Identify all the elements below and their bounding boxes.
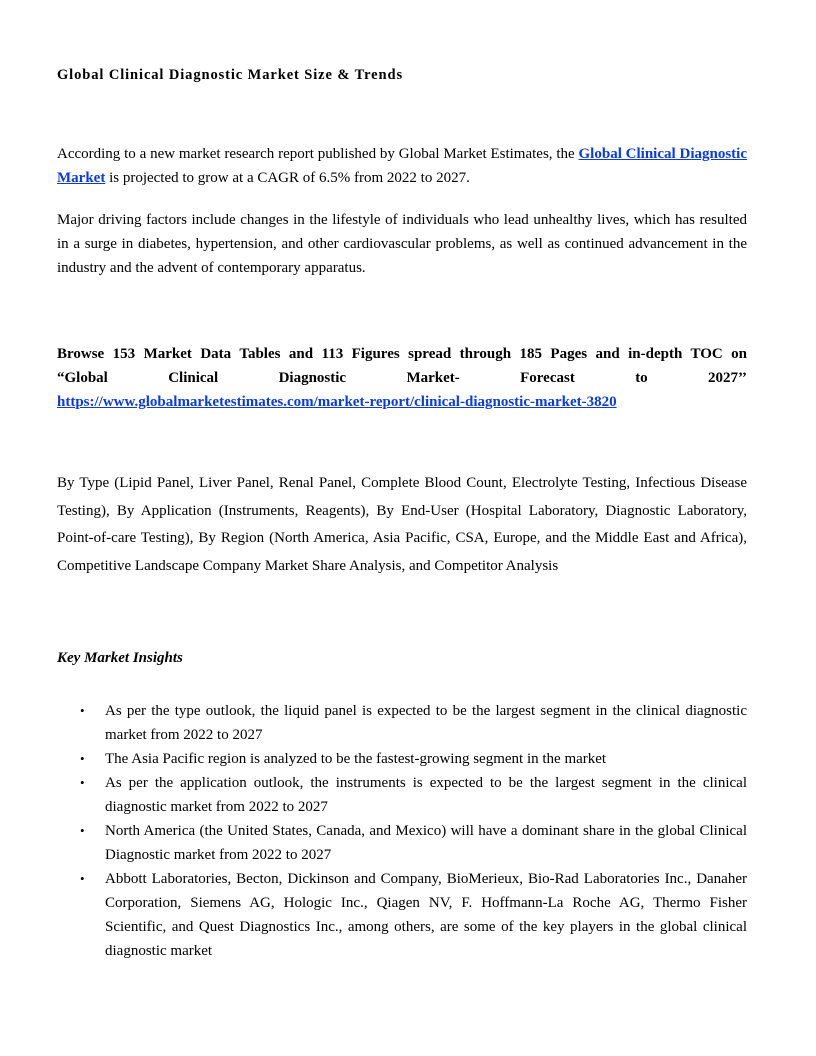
insight-text: As per the application outlook, the instruments is expected to be the largest segment in the clinical diagnostic market from 2022 to 2027 [105, 775, 747, 815]
list-item [80, 771, 747, 819]
global-clinical-diagnostic-market-link[interactable]: Global Clinical Diagnostic Market [57, 146, 747, 186]
insight-text: North America (the United States, Canada, and Mexico) will have a dominant share in the global Clinical Diagnostic market from 2022 to 2027 [105, 823, 747, 863]
key-insights-heading: Key Market Insights [57, 650, 183, 666]
browse-word: 2027’’ [708, 370, 747, 386]
browse-paragraph [57, 342, 747, 414]
insight-text: Abbott Laboratories, Becton, Dickinson and Company, BioMerieux, Bio-Rad Laboratories Inc., Danaher Corporation, Siemens AG, Hologic Inc., Qiagen NV, F. Hoffmann-La Roche AG, Thermo Fisher Scientific, and Quest Diagnostics Inc., among others, are some of the key players in the global clinical diagnostic market [105, 871, 747, 959]
browse-word: Forecast [520, 370, 575, 386]
intro-text-after: is projected to grow at a CAGR of 6.5% from 2022 to 2027. [105, 170, 470, 186]
list-item [80, 867, 747, 963]
intro-text-before: According to a new market research report published by Global Market Estimates, the [57, 146, 579, 162]
browse-word: “Global [57, 370, 108, 386]
bullet-icon: • [80, 751, 85, 766]
browse-word: Market- [406, 370, 460, 386]
browse-line-2 [57, 366, 747, 390]
insight-text: As per the type outlook, the liquid panel is expected to be the largest segment in the clinical diagnostic market from 2022 to 2027 [105, 703, 747, 743]
bullet-icon: • [80, 871, 85, 886]
insights-list [80, 699, 747, 963]
browse-word: to [635, 370, 648, 386]
page-title: Global Clinical Diagnostic Market Size & Trends [57, 67, 403, 83]
browse-word: Clinical [168, 370, 219, 386]
list-item [80, 699, 747, 747]
drivers-paragraph: Major driving factors include changes in the lifestyle of individuals who lead unhealthy lives, which has resulted in a surge in diabetes, hypertension, and other cardiovascular problems, as well as continued advancement in the industry and the advent of contemporary apparatus. [57, 212, 747, 276]
report-url-link[interactable]: https://www.globalmarketestimates.com/market-report/clinical-diagnostic-market-3820 [57, 394, 617, 410]
bullet-icon: • [80, 703, 85, 718]
browse-word: Diagnostic [278, 370, 347, 386]
segmentation-paragraph: By Type (Lipid Panel, Liver Panel, Renal Panel, Complete Blood Count, Electrolyte Testing, Infectious Disease Testing), By Application (Instruments, Reagents), By End-User (Hospital Laboratory, Diagnostic Laboratory, Point-of-care Testing), By Region (North America, Asia Pacific, CSA, Europe, and the Middle East and Africa), Competitive Landscape Company Market Share Analysis, and Competitor Analysis [57, 475, 747, 574]
list-item [80, 819, 747, 867]
bullet-icon: • [80, 823, 85, 838]
browse-line-1: Browse 153 Market Data Tables and 113 Figures spread through 185 Pages and in-depth TOC on [57, 346, 747, 362]
bullet-icon: • [80, 775, 85, 790]
list-item [80, 747, 747, 771]
insight-text: The Asia Pacific region is analyzed to be the fastest-growing segment in the market [105, 751, 607, 767]
intro-paragraph [57, 142, 747, 190]
